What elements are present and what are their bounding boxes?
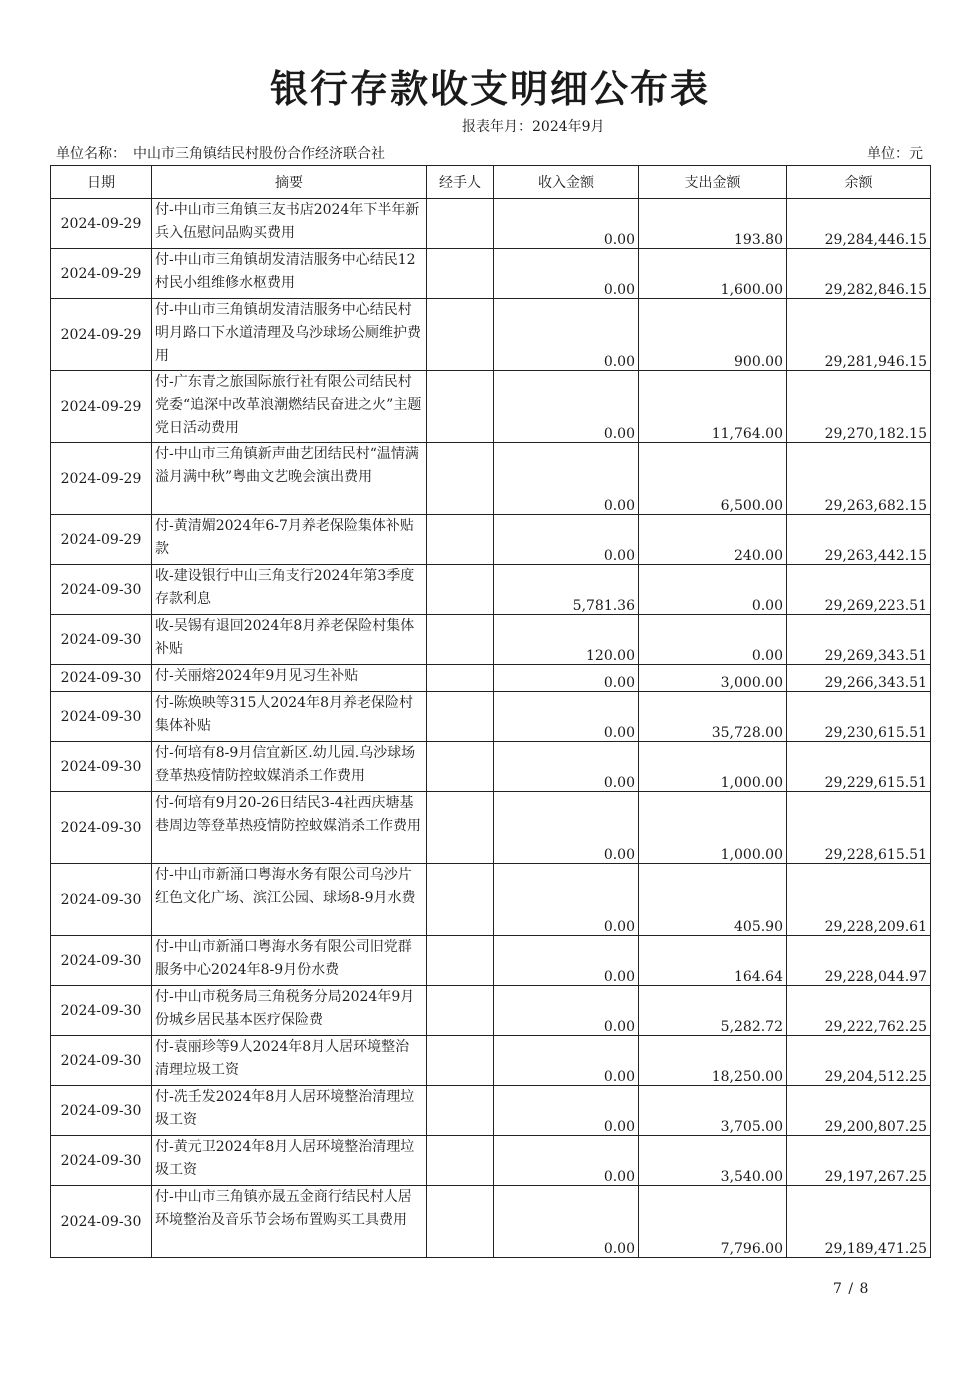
cell-balance: 29,204,512.25	[787, 1036, 931, 1086]
cell-income: 0.00	[494, 792, 639, 864]
table-row	[51, 615, 931, 665]
cell-income: 120.00	[494, 615, 639, 665]
cell-expense: 3,540.00	[639, 1136, 787, 1186]
cell-income: 0.00	[494, 199, 639, 249]
cell-date: 2024-09-30	[51, 1186, 152, 1258]
cell-summary: 付-中山市新涌口粤海水务有限公司乌沙片红色文化广场、滨江公园、球场8-9月水费	[152, 864, 427, 936]
currency-unit: 单位：元	[867, 146, 923, 162]
page-number: 7 / 8	[833, 1281, 870, 1297]
cell-handler	[427, 615, 494, 665]
cell-summary: 付-何培有9月20-26日结民3-4社西庆塘基巷周边等登革热疫情防控蚊媒消杀工作费用	[152, 792, 427, 864]
cell-summary: 付-黄元卫2024年8月人居环境整治清理垃圾工资	[152, 1136, 427, 1186]
header-balance: 余额	[787, 166, 931, 199]
cell-summary: 付-中山市三角镇新声曲艺团结民村“温情满溢月满中秋”粤曲文艺晚会演出费用	[152, 443, 427, 515]
cell-summary: 付-何培有8-9月信宜新区.幼儿园.乌沙球场登革热疫情防控蚊媒消杀工作费用	[152, 742, 427, 792]
cell-income: 0.00	[494, 1186, 639, 1258]
header-handler: 经手人	[427, 166, 494, 199]
ledger-table	[50, 165, 931, 1258]
cell-income: 0.00	[494, 742, 639, 792]
table-row	[51, 692, 931, 742]
cell-date: 2024-09-30	[51, 615, 152, 665]
cell-balance: 29,228,209.61	[787, 864, 931, 936]
cell-balance: 29,269,343.51	[787, 615, 931, 665]
cell-handler	[427, 986, 494, 1036]
cell-expense: 1,000.00	[639, 792, 787, 864]
cell-income: 5,781.36	[494, 565, 639, 615]
cell-date: 2024-09-29	[51, 249, 152, 299]
table-row	[51, 986, 931, 1036]
cell-date: 2024-09-30	[51, 742, 152, 792]
cell-date: 2024-09-29	[51, 299, 152, 371]
cell-summary: 付-广东青之旅国际旅行社有限公司结民村党委“追深中改革浪潮燃结民奋进之火”主题党日活动费用	[152, 371, 427, 443]
cell-handler	[427, 1136, 494, 1186]
cell-balance: 29,229,615.51	[787, 742, 931, 792]
report-period: 报表年月：2024年9月	[462, 119, 605, 135]
cell-summary: 付-中山市三角镇三友书店2024年下半年新兵入伍慰问品购买费用	[152, 199, 427, 249]
cell-date: 2024-09-30	[51, 665, 152, 692]
cell-balance: 29,270,182.15	[787, 371, 931, 443]
cell-income: 0.00	[494, 249, 639, 299]
cell-date: 2024-09-29	[51, 199, 152, 249]
cell-handler	[427, 249, 494, 299]
cell-income: 0.00	[494, 936, 639, 986]
cell-expense: 193.80	[639, 199, 787, 249]
cell-date: 2024-09-30	[51, 986, 152, 1036]
table-row	[51, 371, 931, 443]
table-row	[51, 443, 931, 515]
table-row	[51, 665, 931, 692]
cell-date: 2024-09-30	[51, 1036, 152, 1086]
cell-expense: 18,250.00	[639, 1036, 787, 1086]
cell-summary: 付-中山市三角镇亦晟五金商行结民村人居环境整治及音乐节会场布置购买工具费用	[152, 1186, 427, 1258]
cell-balance: 29,282,846.15	[787, 249, 931, 299]
cell-handler	[427, 199, 494, 249]
cell-balance: 29,263,682.15	[787, 443, 931, 515]
cell-balance: 29,222,762.25	[787, 986, 931, 1036]
unit-name: 单位名称： 中山市三角镇结民村股份合作经济联合社	[56, 146, 385, 162]
cell-income: 0.00	[494, 299, 639, 371]
cell-income: 0.00	[494, 443, 639, 515]
cell-handler	[427, 371, 494, 443]
cell-handler	[427, 1036, 494, 1086]
cell-balance: 29,189,471.25	[787, 1186, 931, 1258]
cell-handler	[427, 936, 494, 986]
header-summary: 摘要	[152, 166, 427, 199]
cell-expense: 35,728.00	[639, 692, 787, 742]
cell-balance: 29,230,615.51	[787, 692, 931, 742]
cell-summary: 付-中山市三角镇胡发清洁服务中心结民村明月路口下水道清理及乌沙球场公厕维护费用	[152, 299, 427, 371]
table-row	[51, 742, 931, 792]
cell-expense: 1,000.00	[639, 742, 787, 792]
cell-date: 2024-09-30	[51, 864, 152, 936]
cell-summary: 付-关丽熔2024年9月见习生补贴	[152, 665, 427, 692]
cell-date: 2024-09-30	[51, 565, 152, 615]
cell-expense: 1,600.00	[639, 249, 787, 299]
cell-summary: 收-建设银行中山三角支行2024年第3季度存款利息	[152, 565, 427, 615]
cell-summary: 付-中山市税务局三角税务分局2024年9月份城乡居民基本医疗保险费	[152, 986, 427, 1036]
cell-date: 2024-09-29	[51, 371, 152, 443]
cell-summary: 付-中山市三角镇胡发清洁服务中心结民12村民小组维修水枢费用	[152, 249, 427, 299]
cell-income: 0.00	[494, 515, 639, 565]
cell-balance: 29,228,615.51	[787, 792, 931, 864]
table-row	[51, 249, 931, 299]
cell-handler	[427, 565, 494, 615]
cell-expense: 405.90	[639, 864, 787, 936]
table-row	[51, 565, 931, 615]
cell-balance: 29,263,442.15	[787, 515, 931, 565]
document-title: 银行存款收支明细公布表	[269, 67, 710, 111]
cell-balance: 29,228,044.97	[787, 936, 931, 986]
cell-expense: 164.64	[639, 936, 787, 986]
cell-summary: 收-吴锡有退回2024年8月养老保险村集体补贴	[152, 615, 427, 665]
header-income: 收入金额	[494, 166, 639, 199]
cell-expense: 0.00	[639, 565, 787, 615]
cell-expense: 6,500.00	[639, 443, 787, 515]
cell-balance: 29,281,946.15	[787, 299, 931, 371]
cell-income: 0.00	[494, 1136, 639, 1186]
cell-income: 0.00	[494, 692, 639, 742]
cell-expense: 3,705.00	[639, 1086, 787, 1136]
cell-expense: 900.00	[639, 299, 787, 371]
cell-date: 2024-09-30	[51, 936, 152, 986]
cell-handler	[427, 515, 494, 565]
cell-date: 2024-09-29	[51, 515, 152, 565]
cell-summary: 付-陈焕映等315人2024年8月养老保险村集体补贴	[152, 692, 427, 742]
header-date: 日期	[51, 166, 152, 199]
cell-summary: 付-袁丽珍等9人2024年8月人居环境整治清理垃圾工资	[152, 1036, 427, 1086]
cell-balance: 29,269,223.51	[787, 565, 931, 615]
cell-date: 2024-09-30	[51, 1136, 152, 1186]
table-row	[51, 1036, 931, 1086]
cell-income: 0.00	[494, 371, 639, 443]
header-expense: 支出金额	[639, 166, 787, 199]
cell-income: 0.00	[494, 1036, 639, 1086]
table-header-row	[51, 166, 931, 199]
cell-handler	[427, 692, 494, 742]
table-row	[51, 1086, 931, 1136]
cell-balance: 29,200,807.25	[787, 1086, 931, 1136]
cell-handler	[427, 864, 494, 936]
cell-expense: 11,764.00	[639, 371, 787, 443]
cell-balance: 29,284,446.15	[787, 199, 931, 249]
cell-handler	[427, 1086, 494, 1136]
table-row	[51, 792, 931, 864]
cell-income: 0.00	[494, 986, 639, 1036]
table-row	[51, 1136, 931, 1186]
cell-handler	[427, 299, 494, 371]
cell-income: 0.00	[494, 665, 639, 692]
cell-expense: 240.00	[639, 515, 787, 565]
cell-expense: 7,796.00	[639, 1186, 787, 1258]
cell-expense: 0.00	[639, 615, 787, 665]
cell-handler	[427, 443, 494, 515]
table-row	[51, 299, 931, 371]
table-row	[51, 515, 931, 565]
cell-income: 0.00	[494, 1086, 639, 1136]
cell-summary: 付-冼壬发2024年8月人居环境整治清理垃圾工资	[152, 1086, 427, 1136]
cell-date: 2024-09-30	[51, 692, 152, 742]
cell-summary: 付-中山市新涌口粤海水务有限公司旧党群服务中心2024年8-9月份水费	[152, 936, 427, 986]
cell-balance: 29,197,267.25	[787, 1136, 931, 1186]
table-row	[51, 1186, 931, 1258]
cell-income: 0.00	[494, 864, 639, 936]
table-body	[51, 199, 931, 1258]
table-row	[51, 199, 931, 249]
cell-handler	[427, 665, 494, 692]
table-row	[51, 936, 931, 986]
cell-expense: 5,282.72	[639, 986, 787, 1036]
cell-date: 2024-09-29	[51, 443, 152, 515]
cell-handler	[427, 1186, 494, 1258]
table-row	[51, 864, 931, 936]
cell-balance: 29,266,343.51	[787, 665, 931, 692]
cell-date: 2024-09-30	[51, 792, 152, 864]
cell-expense: 3,000.00	[639, 665, 787, 692]
cell-handler	[427, 742, 494, 792]
cell-handler	[427, 792, 494, 864]
cell-summary: 付-黄清媚2024年6-7月养老保险集体补贴款	[152, 515, 427, 565]
cell-date: 2024-09-30	[51, 1086, 152, 1136]
